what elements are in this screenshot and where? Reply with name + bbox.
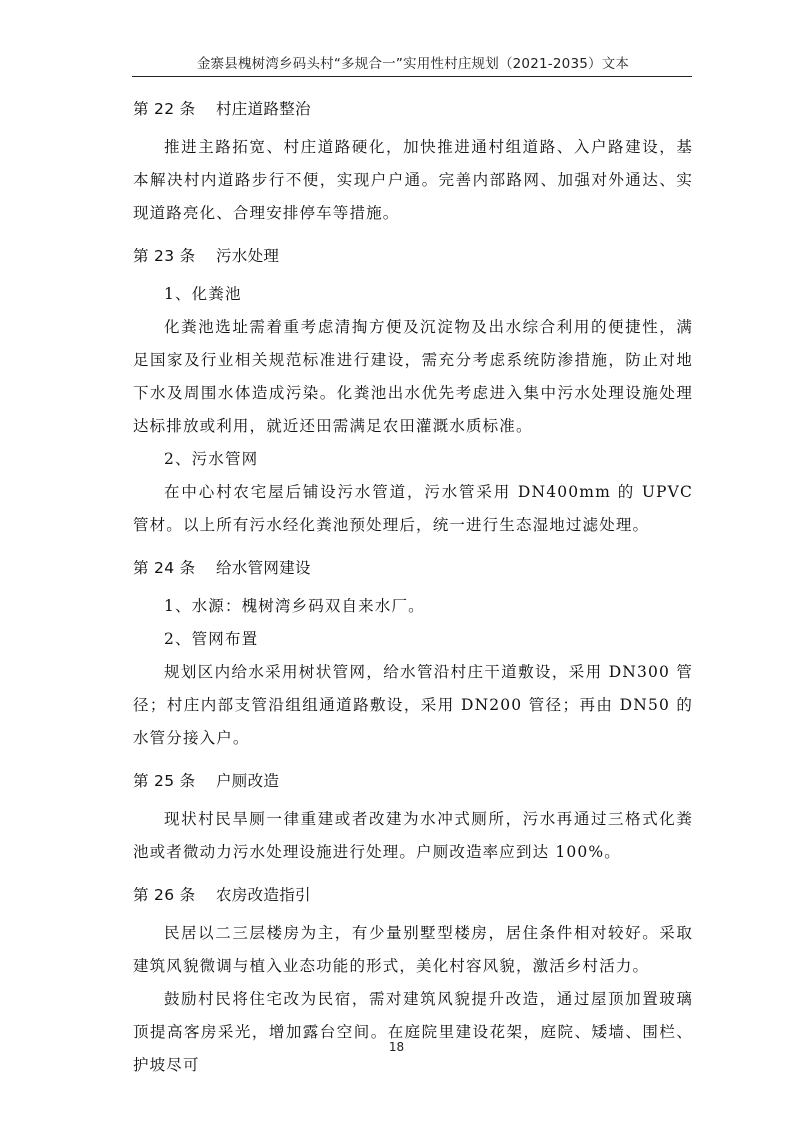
article-heading [133,556,693,580]
header-rule [132,76,692,77]
article-number: 第 26 条 [133,886,196,904]
subheading: 1、化粪池 [164,285,242,303]
paragraph: 民居以二三层楼房为主，有少量别墅型楼房，居住条件相对较好。采取建筑风貌微调与植入业态功能的形式，美化村容风貌，激活乡村活力。 [133,924,693,975]
paragraph: 化粪池选址需着重考虑清掏方便及沉淀物及出水综合利用的便捷性，满足国家及行业相关规范标准进行建设，需充分考虑系统防渗措施，防止对地下水及周围水体造成污染。化粪池出水优先考虑进入集中污水处理设施处理达标排放或利用，就近还田需满足农田灌溉水质标准。 [133,318,693,435]
document-body [133,97,693,1082]
article-heading [133,97,693,121]
article-title: 村庄道路整治 [216,100,311,118]
paragraph: 推进主路拓宽、村庄道路硬化，加快推进通村组道路、入户路建设，基本解决村内道路步行不便，实现户户通。完善内部路网、加强对外通达、实现道路亮化、合理安排停车等措施。 [133,138,693,222]
article-title: 污水处理 [216,247,280,265]
article-title: 户厕改造 [216,772,280,790]
article-number: 第 24 条 [133,559,196,577]
subheading: 2、管网布置 [164,630,259,648]
article-23 [133,244,693,542]
paragraph: 1、水源：槐树湾乡码双自来水厂。 [164,597,425,615]
paragraph: 现状村民旱厕一律重建或者改建为水冲式厕所，污水再通过三格式化粪池或者微动力污水处理设施进行处理。户厕改造率应到达 100%。 [133,810,693,861]
article-heading [133,769,693,793]
paragraph: 鼓励村民将住宅改为民宿，需对建筑风貌提升改造，通过屋顶加置玻璃顶提高客房采光，增加露台空间。在庭院里建设花架，庭院、矮墙、围栏、护坡尽可 [133,990,693,1074]
running-header: 金寨县槐树湾乡码头村“多规合一”实用性村庄规划（2021-2035）文本 [196,56,630,72]
article-title: 农房改造指引 [216,886,311,904]
article-heading [133,244,693,268]
paragraph: 规划区内给水采用树状管网，给水管沿村庄干道敷设，采用 DN300 管径；村庄内部支管沿组组通道路敷设，采用 DN200 管径；再由 DN50 的水管分接入户。 [133,663,693,747]
article-24 [133,556,693,755]
article-heading [133,883,693,907]
article-22 [133,97,693,230]
article-number: 第 25 条 [133,772,196,790]
article-title: 给水管网建设 [216,559,311,577]
subheading: 2、污水管网 [164,450,259,468]
article-25 [133,769,693,869]
article-number: 第 22 条 [133,100,196,118]
page-number: 18 [388,1040,405,1054]
article-number: 第 23 条 [133,247,196,265]
paragraph: 在中心村农宅屋后铺设污水管道，污水管采用 DN400mm 的 UPVC 管材。以上所有污水经化粪池预处理后，统一进行生态湿地过滤处理。 [133,483,693,534]
